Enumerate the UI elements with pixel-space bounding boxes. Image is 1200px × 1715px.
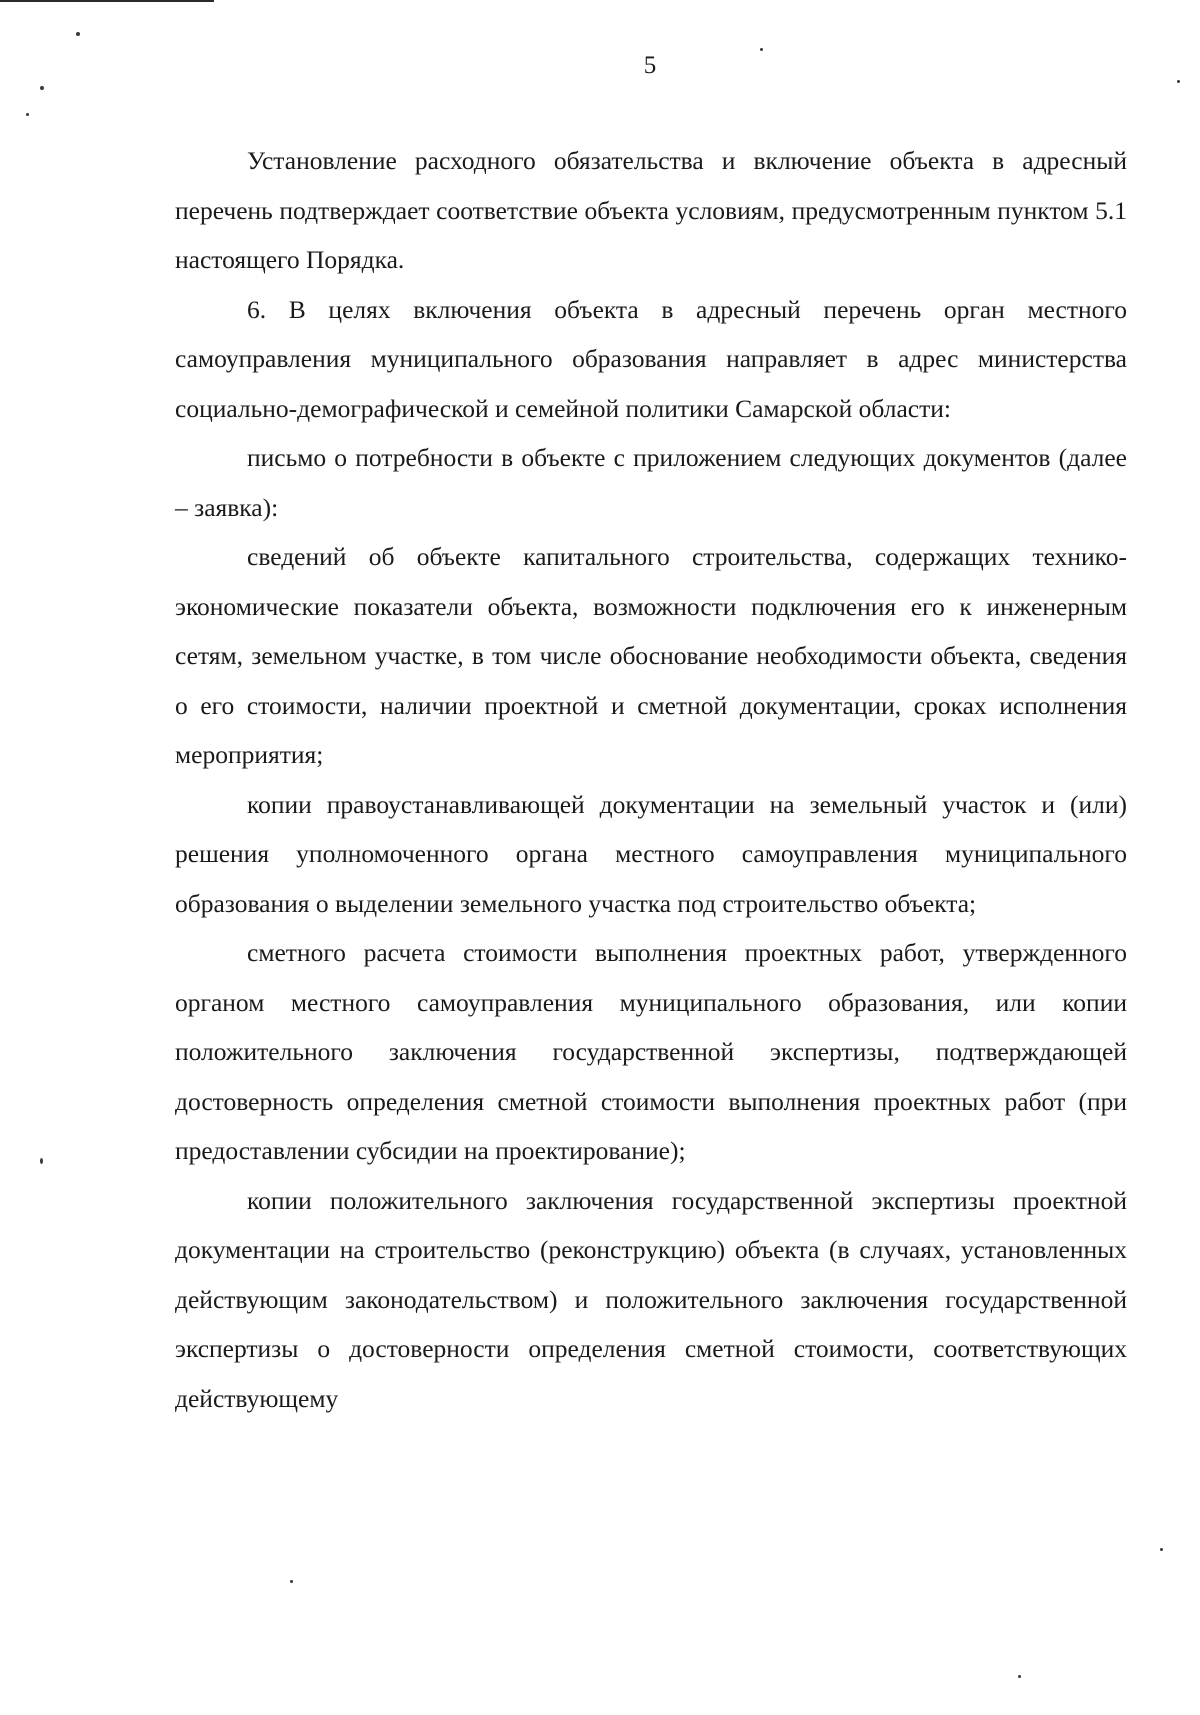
scan-speck (1177, 80, 1180, 83)
paragraph: копии правоустанавливающей документации на земельный участок и (или) решения уполномоченного органа местного самоуправления муниципального образования о выделении земельного участка под строительство объекта; (175, 789, 1127, 918)
scan-speck (1018, 1675, 1021, 1678)
scan-edge-line (0, 0, 214, 2)
scan-speck (1160, 1548, 1163, 1551)
paragraph: сметного расчета стоимости выполнения проектных работ, утвержденного органом местного самоуправления муниципального образования, или копии положительного заключения государственной экспертизы, подтверждающей достоверность определения сметной стоимости выполнения проектных работ (при предоставлении субсидии на проектирование); (175, 938, 1127, 1165)
scan-speck (76, 32, 80, 36)
paragraph: Установление расходного обязательства и включение объекта в адресный перечень подтверждает соответствие объекта условиям, предусмотренным пунктом 5.1 настоящего Порядка. (175, 146, 1127, 274)
scan-speck (40, 1158, 43, 1164)
paragraph: сведений об объекте капитального строительства, содержащих технико-экономические показатели объекта, возможности подключения его к инженерным сетям, земельном участке, в том числе обоснование необходимости объекта, сведения о его стоимости, наличии проектной и сметной документации, сроках исполнения мероприятия; (175, 542, 1127, 769)
scan-speck (26, 113, 29, 116)
document-body (175, 136, 1127, 1423)
paragraph: письмо о потребности в объекте с приложением следующих документов (далее – заявка): (175, 443, 1127, 522)
scan-speck (40, 86, 44, 90)
page-number: 5 (643, 52, 657, 79)
scan-speck (760, 48, 763, 51)
paragraph: 6. В целях включения объекта в адресный перечень орган местного самоуправления муниципального образования направляет в адрес министерства социально-демографической и семейной политики Самарской области: (175, 294, 1127, 423)
paragraph: копии положительного заключения государственной экспертизы проектной документации на строительство (реконструкцию) объекта (в случаях, установленных действующим законодательством) и положительного заключения государственной экспертизы о достоверности определения сметной стоимости, соответствующих действующему (175, 1185, 1127, 1413)
scan-speck (290, 1580, 293, 1583)
